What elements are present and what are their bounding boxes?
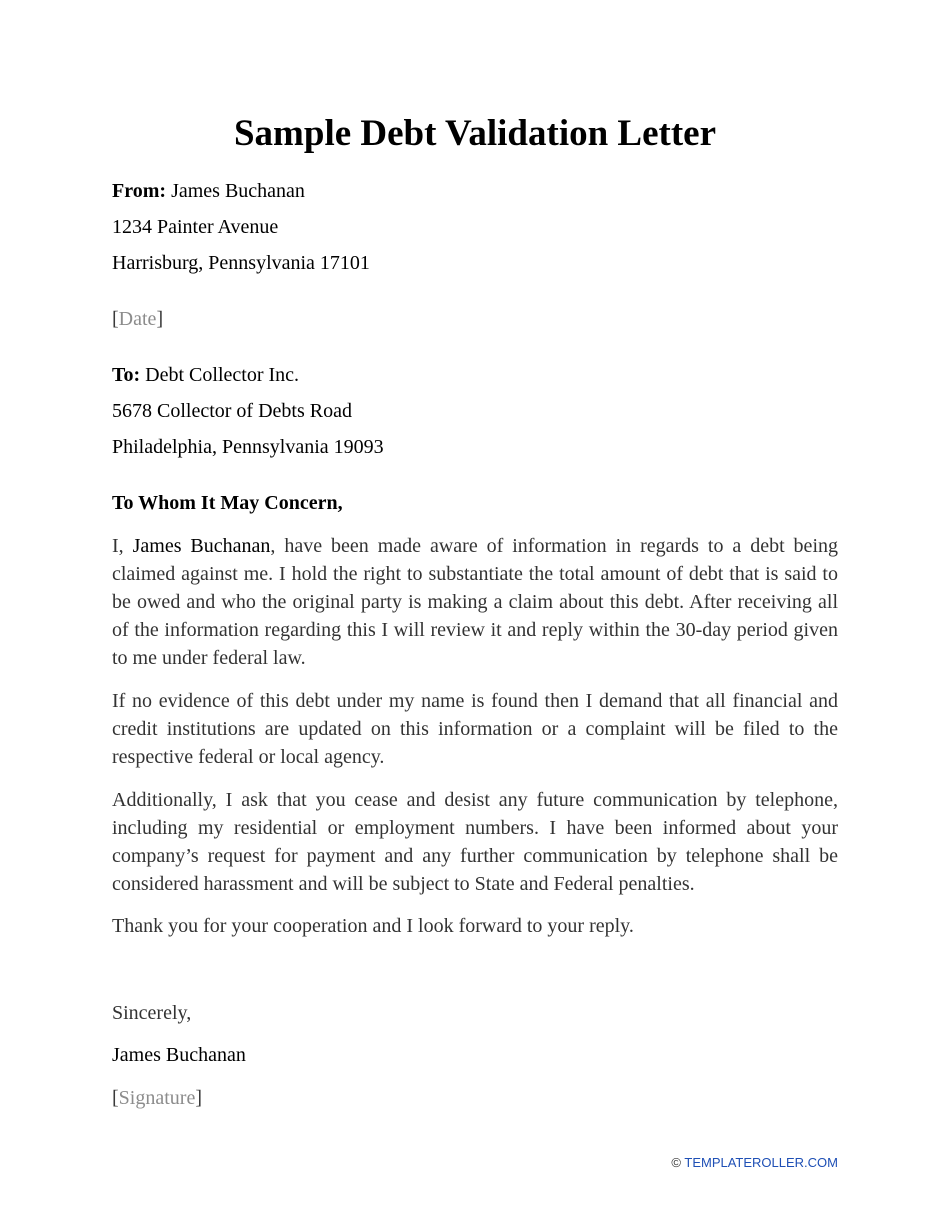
recipient-name: Debt Collector Inc. [145, 364, 300, 386]
from-label: From: [112, 180, 167, 202]
date-placeholder: Date [118, 308, 157, 330]
body-paragraph-1 [112, 532, 838, 672]
signature-field [112, 1084, 202, 1112]
date-field [112, 305, 163, 333]
copyright-symbol: © [671, 1155, 681, 1170]
footer-credit [671, 1154, 838, 1172]
sender-address-line1: 1234 Painter Avenue [112, 216, 279, 238]
recipient-name-line [112, 361, 299, 389]
signature-close-bracket: ] [195, 1087, 202, 1109]
footer-site-link[interactable]: TEMPLATEROLLER.COM [684, 1155, 838, 1170]
signature-placeholder: Signature [118, 1087, 196, 1109]
date-close-bracket: ] [156, 308, 164, 330]
paragraph-1-text: , have been made aware of information in regards to a debt being claimed against me. I hold the right to substantiate the total amount of debt that is said to be owed and who the original party is making a claim about this debt. After receiving all of the information regarding this I will review it and reply within the 30-day period given to me under federal law. [112, 535, 838, 669]
document-title: Sample Debt Validation Letter [233, 113, 717, 154]
signature-open-bracket: [ [112, 1087, 119, 1109]
to-label: To: [112, 364, 141, 386]
date-open-bracket: [ [112, 308, 119, 330]
paragraph-1-name: James Buchanan [132, 535, 271, 557]
body-paragraph-4: Thank you for your cooperation and I look forward to your reply. [112, 915, 634, 937]
sender-name: James Buchanan [171, 180, 305, 202]
sender-name-line [112, 177, 305, 205]
body-paragraph-3: Additionally, I ask that you cease and desist any future communication by telephone, including my residential or employment numbers. I have been informed about your company’s request for payment and any further communication by telephone shall be considered harassment and will be subject to State and Federal penalties. [112, 789, 838, 895]
paragraph-1-prefix: I, [112, 535, 133, 557]
greeting: To Whom It May Concern, [112, 492, 343, 514]
recipient-address-line2: Philadelphia, Pennsylvania 19093 [112, 436, 384, 458]
sender-address-line2: Harrisburg, Pennsylvania 17101 [112, 252, 370, 274]
closing-name: James Buchanan [112, 1044, 246, 1066]
recipient-address-line1: 5678 Collector of Debts Road [112, 400, 352, 422]
body-paragraph-2: If no evidence of this debt under my name is found then I demand that all financial and credit institutions are updated on this information or a complaint will be filed to the respective federal or local agency. [112, 690, 838, 768]
valediction: Sincerely, [112, 1002, 192, 1024]
